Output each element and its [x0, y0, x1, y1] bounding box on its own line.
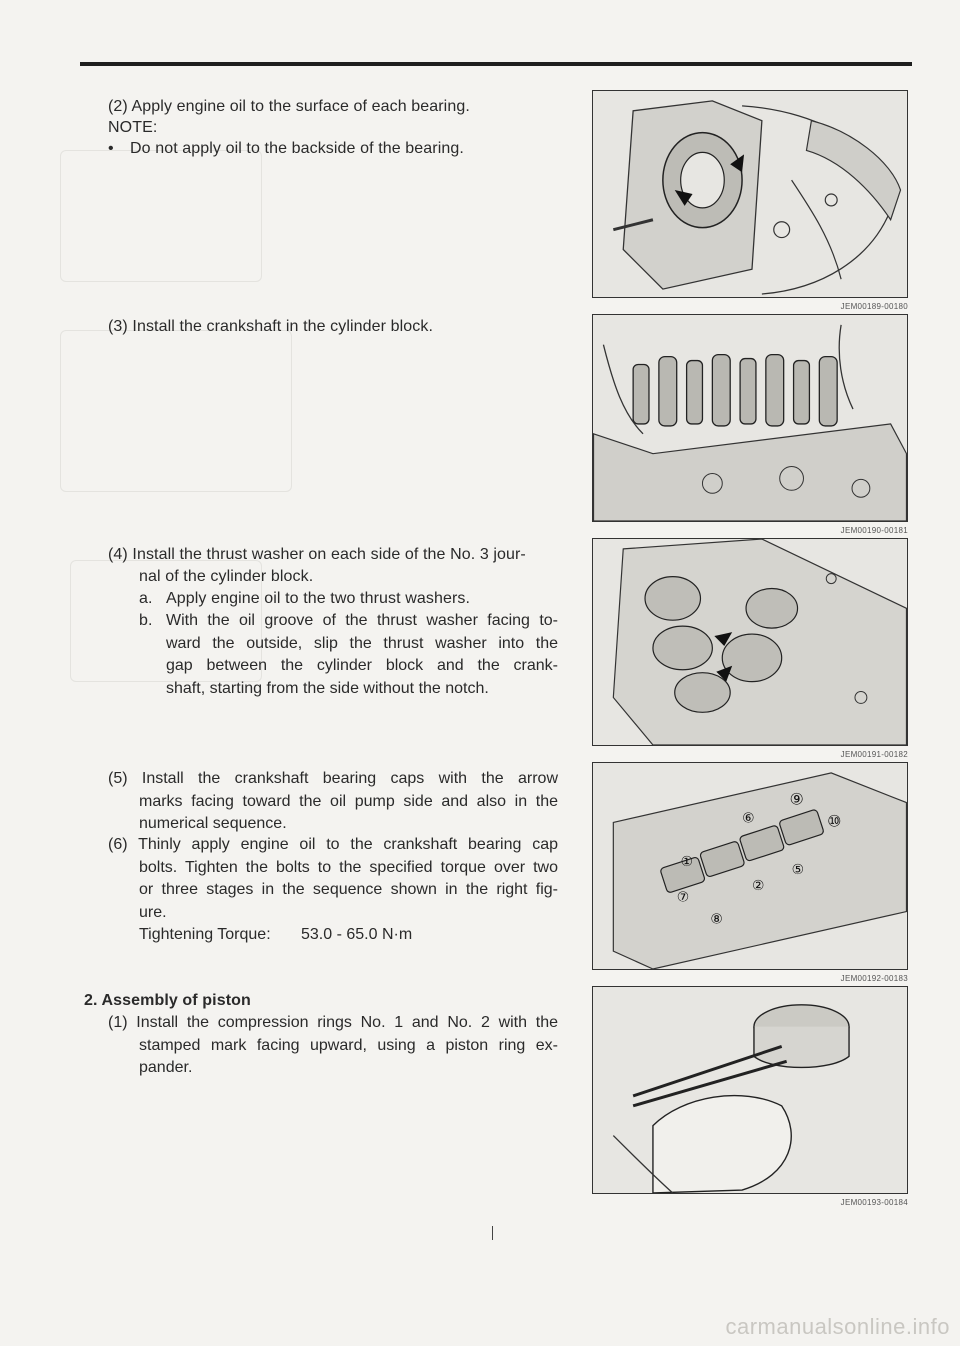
piston-ring-illustration: [593, 987, 907, 1193]
step-6-line-2: bolts. Tighten the bolts to the specified torque over two: [139, 858, 558, 876]
bolt-seq-10: ⑩: [827, 811, 842, 831]
figure-code-4: JEM00192-00183: [840, 974, 908, 983]
note-bullet-text: Do not apply oil to the backside of the bearing.: [130, 140, 464, 157]
step-6-text: [108, 834, 558, 947]
section-2-step-1-line-2: stamped mark facing upward, using a piston ring ex-: [139, 1036, 558, 1054]
step-4-line-1: (4) Install the thrust washer on each side of the No. 3 jour-: [108, 546, 526, 563]
step-5-line-2: marks facing toward the oil pump side and also in the: [139, 792, 558, 810]
figure-code-3: JEM00191-00182: [840, 750, 908, 759]
step-4b-line-1: With the oil groove of the thrust washer facing to-: [166, 612, 558, 629]
note-bullet: [108, 138, 464, 160]
bleed-through-shape: [60, 150, 262, 282]
step-4a-text: Apply engine oil to the two thrust washers.: [166, 590, 471, 607]
section-2-step-1-line-1: (1) Install the compression rings No. 1 and No. 2 with the: [108, 1014, 558, 1031]
figure-piston-ring-expander: [592, 986, 908, 1194]
bearing-oil-illustration: [593, 91, 907, 297]
step-6-line-1: (6) Thinly apply engine oil to the crankshaft bearing cap: [108, 836, 558, 853]
crankshaft-install-illustration: [593, 315, 907, 521]
step-4a-label: a.: [139, 590, 153, 607]
bearing-cap-sequence-illustration: [593, 763, 907, 969]
step-5-line-3: numerical sequence.: [139, 815, 287, 832]
section-2-heading: 2. Assembly of piston: [84, 992, 251, 1009]
figure-bearing-oil: [592, 90, 908, 298]
figure-crankshaft-install: [592, 314, 908, 522]
bolt-seq-7: ⑦: [676, 889, 690, 906]
step-5-text: [108, 768, 558, 836]
bolt-seq-5: ⑤: [791, 861, 805, 878]
section-2-step-1: [108, 1012, 558, 1080]
bolt-seq-1: ①: [680, 854, 694, 870]
step-4b-line-3: gap between the cylinder block and the crank-: [166, 657, 558, 674]
bolt-seq-8: ⑧: [710, 911, 723, 928]
step-4-line-2: nal of the cylinder block.: [139, 568, 314, 585]
thrust-washer-illustration: [593, 539, 907, 745]
section-2-step-1-line-3: pander.: [139, 1059, 193, 1076]
bolt-seq-6: ⑥: [742, 810, 755, 827]
step-6-line-3: or three stages in the sequence shown in the right fig-: [139, 881, 558, 898]
bolt-seq-9: ⑨: [789, 789, 804, 809]
step-6-line-4: ure.: [139, 903, 167, 921]
bleed-through-shape: [60, 330, 292, 492]
figure-code-2: JEM00190-00181: [840, 526, 908, 535]
step-3-text: (3) Install the crankshaft in the cylinder block.: [108, 318, 434, 335]
step-4b-text: [166, 610, 558, 700]
torque-spec: [108, 924, 558, 947]
torque-value: 53.0 - 65.0 N·m: [301, 926, 413, 943]
step-2-text: (2) Apply engine oil to the surface of each bearing.: [108, 98, 470, 115]
step-4b-line-4: shaft, starting from the side without the notch.: [166, 679, 489, 697]
step-4b-label: b.: [139, 612, 153, 629]
watermark: carmanualsonline.info: [725, 1314, 950, 1339]
step-5-line-1: (5) Install the crankshaft bearing caps with the arrow: [108, 770, 558, 787]
note-label: NOTE:: [108, 119, 158, 136]
page-marker: [492, 1226, 493, 1240]
bullet-symbol: •: [108, 140, 114, 157]
figure-thrust-washer: [592, 538, 908, 746]
torque-label: Tightening Torque:: [139, 926, 271, 943]
step-4b-line-2: ward the outside, slip the thrust washer into the: [166, 634, 558, 652]
figure-bearing-cap-sequence: [592, 762, 908, 970]
bolt-seq-2: ②: [751, 877, 765, 894]
figure-code-5: JEM00193-00184: [840, 1198, 908, 1207]
header-rule: [80, 62, 912, 66]
figure-code-1: JEM00189-00180: [840, 302, 908, 311]
